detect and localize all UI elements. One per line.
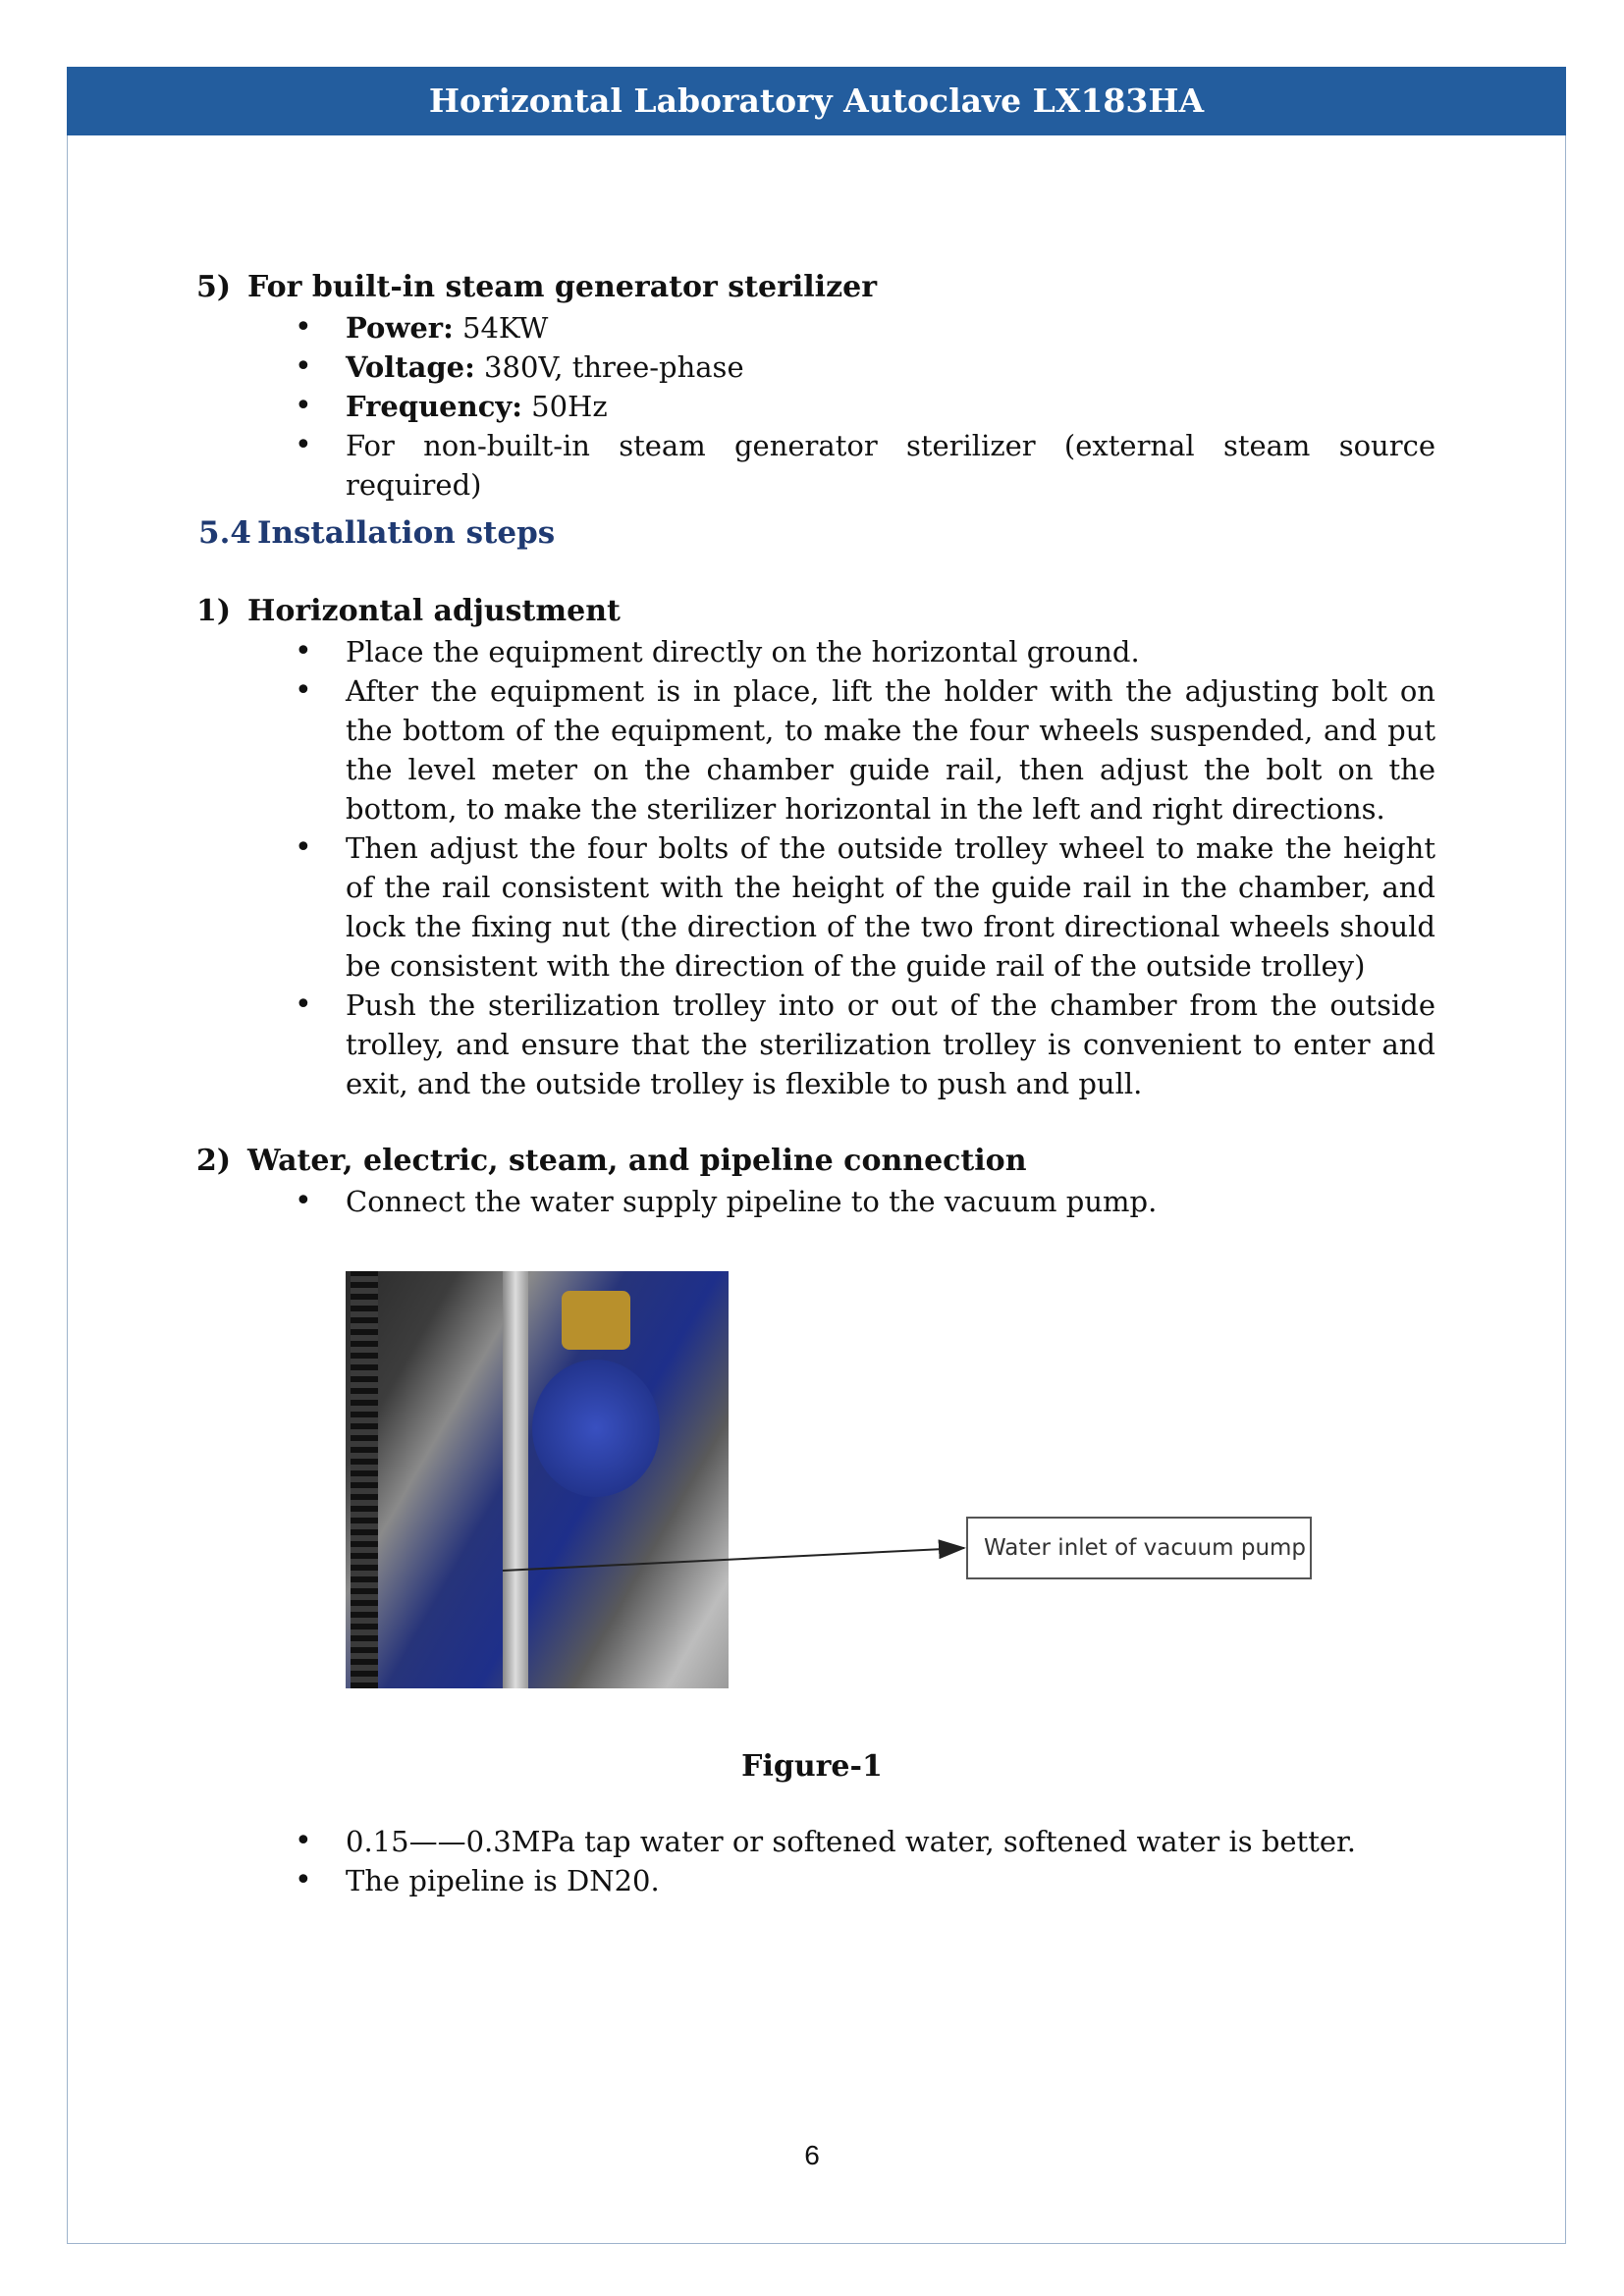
step-2-list	[196, 1182, 1435, 1221]
list-item: • Place the equipment directly on the horizontal ground.	[196, 632, 1435, 671]
list-item	[196, 347, 1435, 387]
spec-label: Power:	[346, 311, 454, 345]
spec-value: 54KW	[453, 311, 549, 345]
step-1-number: 1)	[196, 594, 232, 628]
figure-1	[346, 1271, 1320, 1691]
step-1-title: Horizontal adjustment	[247, 594, 621, 628]
after-figure-block	[196, 1822, 1435, 1900]
item-5-block	[196, 267, 1435, 505]
step-2-title: Water, electric, steam, and pipeline connection	[247, 1144, 1027, 1178]
item-5-title: For built-in steam generator sterilizer	[247, 270, 878, 304]
step-2-number: 2)	[196, 1144, 232, 1178]
list-item: • After the equipment is in place, lift the holder with the adjusting bolt on the bottom of the equipment, to make the four wheels suspended, and put the level meter on the chamber guide rail, then adjust the bolt on the bottom, to make the sterilizer horizontal in the left and right directions.	[196, 671, 1435, 828]
list-item	[196, 308, 1435, 347]
document-header	[67, 67, 1566, 135]
figure-caption: Figure-1	[741, 1749, 883, 1784]
section-title: Installation steps	[256, 515, 556, 551]
item-5-heading	[196, 267, 1435, 308]
list-item: • Push the sterilization trolley into or out of the chamber from the outside trolley, and ensure that the sterilization trolley is convenient to enter and exit, and the outside trolley is flexible to push and pull.	[196, 986, 1435, 1103]
item-5-list	[196, 308, 1435, 505]
section-number: 5.4	[198, 515, 251, 551]
section-heading	[198, 512, 555, 554]
step-2-heading	[196, 1141, 1435, 1182]
callout-label: Water inlet of vacuum pump	[966, 1517, 1312, 1579]
list-item	[196, 387, 1435, 426]
step-1-list	[196, 632, 1435, 1103]
callout-arrow	[346, 1271, 1320, 1691]
spec-label: Voltage:	[346, 350, 475, 384]
spec-value: For non-built-in steam generator sterilizer (external steam source required)	[346, 429, 1435, 502]
step-2-block	[196, 1141, 1435, 1221]
list-item	[196, 426, 1435, 505]
list-item: • 0.15——0.3MPa tap water or softened water, softened water is better.	[196, 1822, 1435, 1861]
item-5-number: 5)	[196, 270, 232, 304]
list-item: • The pipeline is DN20.	[196, 1861, 1435, 1900]
step-1-heading	[196, 591, 1435, 632]
spec-value: 380V, three-phase	[474, 350, 744, 384]
document-title: Horizontal Laboratory Autoclave LX183HA	[428, 81, 1205, 120]
after-figure-list	[196, 1822, 1435, 1900]
spec-label: Frequency:	[346, 390, 522, 423]
spec-value: 50Hz	[521, 390, 608, 423]
step-1-block	[196, 591, 1435, 1103]
list-item: • Then adjust the four bolts of the outside trolley wheel to make the height of the rail consistent with the height of the guide rail in the chamber, and lock the fixing nut (the direction of the two front directional wheels should be consistent with the direction of the guide rail of the outside trolley)	[196, 828, 1435, 986]
list-item: • Connect the water supply pipeline to the vacuum pump.	[196, 1182, 1435, 1221]
page-number: 6	[804, 2140, 820, 2170]
